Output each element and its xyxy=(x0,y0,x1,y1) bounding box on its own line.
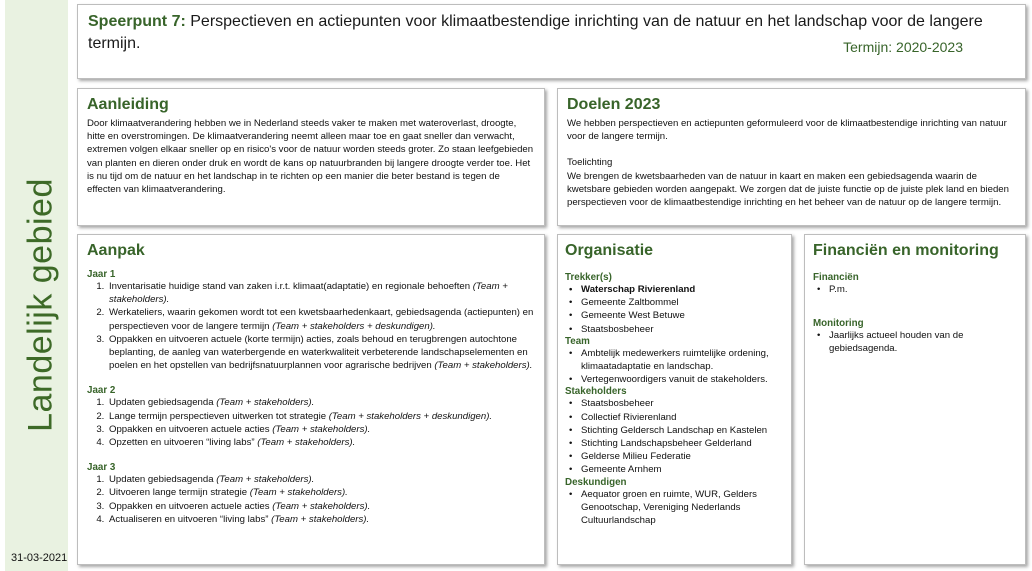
action-text: Lange termijn perspectieven uitwerken tot strategie xyxy=(109,410,329,422)
action-note: (Team + stakeholders + deskundigen). xyxy=(328,410,493,422)
organisatie-group-label: Deskundigen xyxy=(565,476,627,488)
organisatie-group-list xyxy=(565,283,784,336)
list-item: • Collectief Rivierenland xyxy=(581,411,784,424)
organisatie-group-label: Stakeholders xyxy=(565,386,627,398)
year-action-list xyxy=(87,280,535,372)
year-label: Jaar 3 xyxy=(87,462,116,474)
organisatie-group-list xyxy=(565,397,784,476)
year-label: Jaar 1 xyxy=(87,269,116,280)
action-note: (Team + stakeholders). xyxy=(249,487,348,499)
list-item: • Staatsbosbeheer xyxy=(581,397,784,410)
financien-heading: Financiën en monitoring xyxy=(813,242,999,259)
sidebar-title: Landelijk gebied xyxy=(21,178,60,432)
action-text: Oppakken en uitvoeren actuele (korte termijn) acties, zoals behoud en terugbrengen autochtone beplanting, de aanleg van waterbergende en waterkwaliteit verbeterende landschapselementen en poelen en het opstellen van bedrijfsnatuurplannen voor agrarische bedrijven xyxy=(109,333,528,372)
list-item: • Aequator groen en ruimte, WUR, Gelders Genootschap, Vereniging Nederlands Cultuurlandschap xyxy=(581,488,784,528)
financien-box xyxy=(804,234,1026,565)
action-note: (Team + stakeholders + deskundigen). xyxy=(272,320,436,332)
speerpunt-label: Speerpunt 7: xyxy=(88,13,186,30)
financien-group-list xyxy=(813,329,1017,355)
aanpak-list xyxy=(87,269,535,526)
action-text: Oppakken en uitvoeren actuele acties xyxy=(109,500,273,512)
aanpak-heading: Aanpak xyxy=(87,242,145,259)
action-item xyxy=(107,410,535,423)
toelichting-label: Toelichting xyxy=(567,157,613,169)
organisatie-group-list xyxy=(565,488,784,528)
list-item: • Stichting Geldersch Landschap en Kastelen xyxy=(581,424,784,437)
action-text: Werkateliers, waarin gekomen wordt tot een kwetsbaarhedenkaart, gebiedsagenda (actiepunten) en perspectieven voor de langere termijn xyxy=(109,307,534,332)
action-item xyxy=(107,423,535,436)
list-item: • Jaarlijks actueel houden van de gebiedsagenda. xyxy=(829,329,1017,355)
termijn-label: Termijn: 2020-2023 xyxy=(843,39,963,55)
aanleiding-box xyxy=(77,88,545,226)
action-text: Opzetten en uitvoeren “living labs” xyxy=(109,437,258,449)
organisatie-group-label: Team xyxy=(565,335,590,347)
organisatie-heading: Organisatie xyxy=(565,242,654,259)
action-item xyxy=(107,473,535,486)
year-label: Jaar 2 xyxy=(87,385,116,397)
action-text: Oppakken en uitvoeren actuele acties xyxy=(109,423,273,435)
list-item: • Gelderse Milieu Federatie xyxy=(581,450,784,463)
organisatie-group-label: Trekker(s) xyxy=(565,272,612,283)
sidebar xyxy=(5,0,68,571)
organisatie-list xyxy=(565,272,784,527)
action-note: (Team + stakeholders). xyxy=(271,513,370,525)
action-note: (Team + stakeholders). xyxy=(272,423,371,435)
list-item: • Stichting Landschapsbeheer Gelderland xyxy=(581,437,784,450)
list-item: • Ambtelijk medewerkers ruimtelijke ordening, klimaatadaptatie en landschap. xyxy=(581,347,784,373)
action-text: Inventarisatie huidige stand van zaken i.r.t. klimaat(adaptatie) en regionale behoeften xyxy=(109,281,473,292)
financien-group-label: Monitoring xyxy=(813,318,864,330)
aanleiding-text: Door klimaatverandering hebben we in Nederland steeds vaker te maken met wateroverlast, droogte, hitte en overstromingen. De klimaatverandering neemt alleen maar toe en gaat sneller dan verwacht, extremen volgen elkaar sneller op en risico's voor de natuur worden steeds groter. Zo staan leefgebieden van planten en dieren onder druk en wordt de kans op natuurbranden bij langere droogte verder toe. Het is nu tijd om de natuur en het landschap in te richten op een manier die beter bestand is tegen de effecten van klimaatverandering. xyxy=(87,118,534,196)
action-text: Actualiseren en uitvoeren “living labs” xyxy=(109,513,272,525)
action-item xyxy=(107,513,535,526)
action-note: (Team + stakeholders). xyxy=(216,397,315,409)
financien-group-label: Financiën xyxy=(813,272,859,283)
organisatie-group-list xyxy=(565,347,784,387)
organisatie-box xyxy=(557,234,792,565)
doelen-box xyxy=(557,88,1026,226)
aanleiding-heading: Aanleiding xyxy=(87,96,169,113)
action-item xyxy=(107,306,535,332)
action-item xyxy=(107,280,535,306)
list-item: • Staatsbosbeheer xyxy=(581,323,784,336)
action-item xyxy=(107,333,535,373)
list-item: • Waterschap Rivierenland xyxy=(581,283,784,296)
list-item: • Vertegenwoordigers vanuit de stakeholders. xyxy=(581,373,784,386)
action-text: Uitvoeren lange termijn strategie xyxy=(109,487,250,499)
year-action-list xyxy=(87,473,535,526)
header-box xyxy=(77,4,1026,79)
date-label: 31-03-2021 xyxy=(11,552,68,564)
list-item: • Gemeente Zaltbommel xyxy=(581,296,784,309)
list-item: • Gemeente Arnhem xyxy=(581,463,784,476)
doelen-heading: Doelen 2023 xyxy=(567,96,661,113)
action-note: (Team + stakeholders). xyxy=(272,500,371,512)
doelen-text: We hebben perspectieven en actiepunten geformuleerd voor de klimaatbestendige inrichting van natuur voor de langere termijn. xyxy=(567,118,1007,143)
action-item xyxy=(107,500,535,513)
action-note: (Team + stakeholders). xyxy=(257,437,356,449)
action-note: (Team + stakeholders). xyxy=(434,360,533,372)
financien-list xyxy=(813,272,1017,356)
action-text: Updaten gebiedsagenda xyxy=(109,474,217,486)
action-text: Updaten gebiedsagenda xyxy=(109,397,217,409)
action-item xyxy=(107,396,535,409)
speerpunt-title: Perspectieven en actiepunten voor klimaatbestendige inrichting van de natuur en het landschap voor de langere termijn. xyxy=(88,13,983,52)
year-action-list xyxy=(87,396,535,449)
action-item xyxy=(107,436,535,449)
action-note: (Team + stakeholders). xyxy=(216,474,315,486)
list-item: • Gemeente West Betuwe xyxy=(581,309,784,322)
aanpak-box xyxy=(77,234,545,565)
financien-group-list xyxy=(813,283,1017,296)
action-note: (Team + stakeholders). xyxy=(109,281,508,306)
toelichting-text: We brengen de kwetsbaarheden van de natuur in kaart en maken een gebiedsagenda waarin de kwetsbare gebieden worden aangepakt. We zorgen dat de juiste functie op de juiste plek land en bieden perspectieven voor de klimaatbestendige inrichting en het beheer van de natuur op de langere termijn. xyxy=(567,170,1009,209)
action-item xyxy=(107,486,535,499)
list-item: • P.m. xyxy=(829,283,1017,296)
